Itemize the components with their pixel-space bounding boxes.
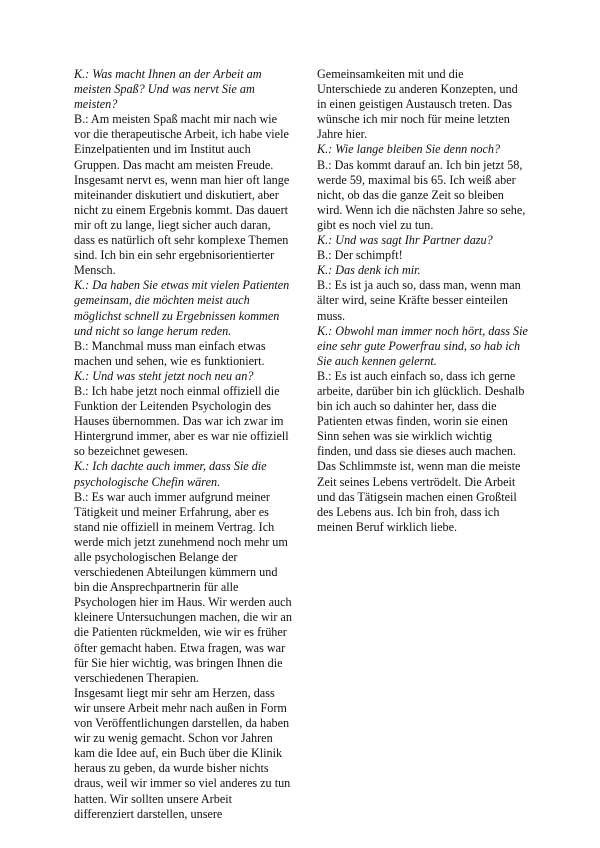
interview-answer: B.: Manchmal muss man einfach etwas machen und sehen, wie es funktioniert. (74, 338, 266, 368)
interview-answer: B.: Das kommt darauf an. Ich bin jetzt 58, werde 59, maximal bis 65. Ich weiß aber nicht, ob das die ganze Zeit so bleiben wird. Wenn ich die nächsten Jahre so sehe, gibt es noch viel zu tun. (317, 157, 526, 232)
interview-answer: Gemeinsamkeiten mit und die Unterschiede zu anderen Konzepten, und in einen geistigen Austausch treten. Das wünsche ich mir noch für meine letzten Jahre hier. (317, 67, 518, 142)
left-column (74, 67, 292, 822)
interview-answer: B.: Es ist auch einfach so, dass ich gerne arbeite, darüber bin ich glücklich. Deshalb bin ich auch so dahinter her, dass die Patienten etwas finden, worin sie einen Sinn sehen was sie wirklich wichtig finden, und dass sie dieses auch machen. Das Schlimmste ist, wenn man die meiste Zeit seines Lebens vertrödelt. Die Arbeit und das Tätigsein machen einen Großteil des Lebens aus. Ich bin froh, dass ich meinen Beruf wirklich liebe. (317, 368, 525, 534)
interview-answer: B.: Der schimpft! (317, 248, 403, 263)
interview-question: K.: Das denk ich mir. (317, 263, 421, 278)
interview-answer: B.: Es ist ja auch so, dass man, wenn man älter wird, seine Kräfte besser einteilen muss. (317, 278, 521, 323)
interview-question: K.: Ich dachte auch immer, dass Sie die psychologische Chefin wären. (74, 459, 267, 489)
interview-answer: B.: Ich habe jetzt noch einmal offiziell die Funktion der Leitenden Psychologin des Hauses übernommen. Das war ich zwar im Hintergrund immer, aber es war nie offiziell so bezeichnet gewesen. (74, 383, 289, 459)
interview-question: K.: Und was steht jetzt noch neu an? (74, 368, 254, 383)
interview-question: K.: Und was sagt Ihr Partner dazu? (317, 233, 493, 248)
interview-question: K.: Was macht Ihnen an der Arbeit am meisten Spaß? Und was nervt Sie am meisten? (74, 67, 262, 112)
interview-answer: B.: Es war auch immer aufgrund meiner Tätigkeit und meiner Erfahrung, aber es stand nie offiziell in meinem Vertrag. Ich werde mich jetzt zunehmend noch mehr um alle psychologischen Belange der verschiedenen Abteilungen kümmern und bin die Ansprechpartnerin für alle Psychologen hier im Haus. Wir werden auch kleinere Untersuchungen machen, die wir an die Patienten rückmelden, wie wir es früher öfter gemacht haben. Etwa fragen, was war für Sie hier wichtig, was bringen Ihnen die verschiedenen Therapien. (74, 489, 292, 685)
interview-question: K.: Da haben Sie etwas mit vielen Patienten gemeinsam, die möchten meist auch möglichst schnell zu Ergebnissen kommen und nicht so lange herum reden. (74, 278, 290, 338)
interview-answer: B.: Am meisten Spaß macht mir nach wie vor die therapeutische Arbeit, ich habe viele Einzelpatienten und im Institut auch Gruppen. Das macht am meisten Freude. Insgesamt nervt es, wenn man hier oft lange miteinander diskutiert und diskutiert, aber nicht zu einem Ergebnis kommt. Das dauert mir oft zu lange, liegt sicher auch daran, dass es natürlich oft sehr komplexe Themen sind. Ich bin ein sehr ergebnisorientierter Mensch. (74, 112, 290, 278)
interview-question: K.: Obwohl man immer noch hört, dass Sie eine sehr gute Powerfrau sind, so hab ich Sie auch kennen gelernt. (317, 323, 528, 368)
interview-question: K.: Wie lange bleiben Sie denn noch? (317, 142, 501, 157)
right-column (317, 67, 529, 535)
interview-answer: Insgesamt liegt mir sehr am Herzen, dass wir unsere Arbeit mehr nach außen in Form von Veröffentlichungen darstellen, da haben wir zu wenig gemacht. Schon vor Jahren kam die Idee auf, ein Buch über die Klinik heraus zu geben, da wurde bisher nichts draus, weil wir immer so viel anderes zu tun hatten. Wir sollten unsere Arbeit differenziert darstellen, unsere (74, 685, 291, 821)
